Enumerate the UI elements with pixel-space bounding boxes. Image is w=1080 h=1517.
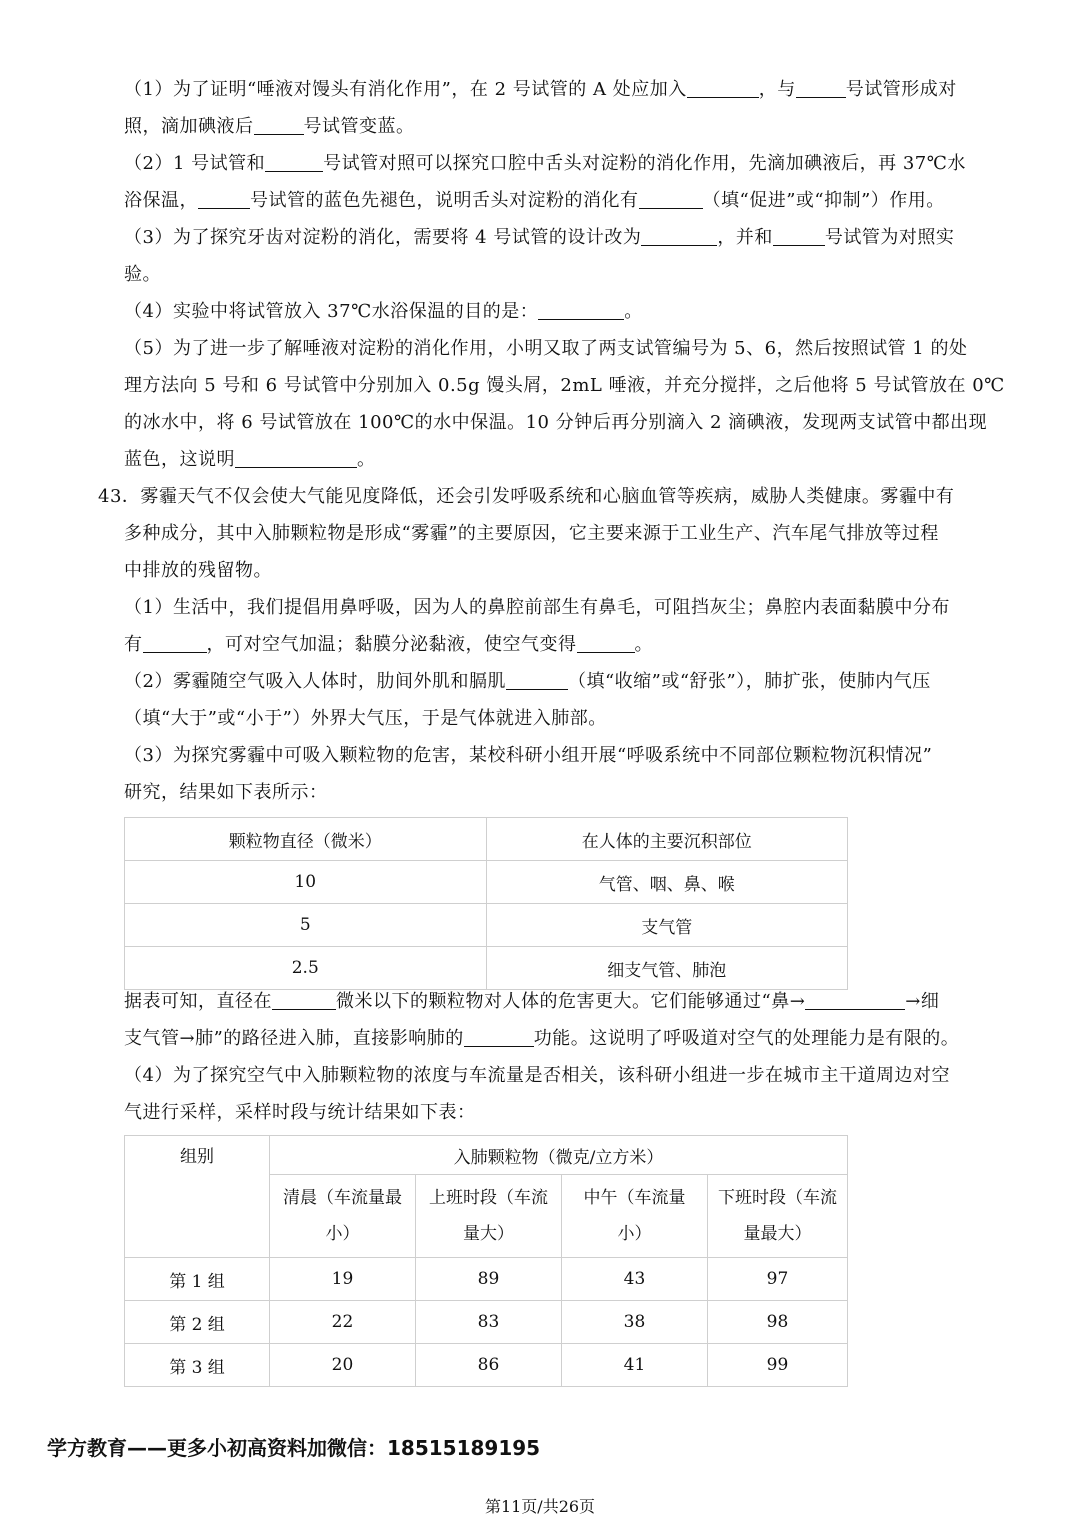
- table-cell: 5: [125, 904, 487, 947]
- text: 据表可知，直径在: [124, 991, 272, 1012]
- table-cell: 97: [708, 1258, 848, 1301]
- text: （2）雾霾随空气吸入人体时，肋间外肌和膈肌: [124, 671, 506, 692]
- text: 。: [624, 301, 643, 322]
- table-header-row: [125, 818, 848, 861]
- text: 浴保温，: [124, 190, 198, 211]
- table-cell: 10: [125, 861, 487, 904]
- answer-blank: [538, 301, 624, 320]
- text: 研究，结果如下表所示：: [124, 782, 328, 803]
- q43-4-line-2: [124, 1101, 476, 1125]
- text: →细: [905, 991, 940, 1012]
- answer-blank: [805, 991, 905, 1010]
- answer-blank: [198, 190, 250, 209]
- text: 的冰水中，将 6 号试管放在 100℃的水中保温。10 分钟后再分别滴入 2 滴碘液，发现两支试管中都出现: [124, 412, 988, 433]
- table-cell: 41: [562, 1344, 708, 1387]
- text: ，并和: [717, 227, 773, 248]
- text: （3）为了探究牙齿对淀粉的消化，需要将 4 号试管的设计改为: [124, 227, 642, 248]
- text: 号试管为对照实: [824, 227, 955, 248]
- subheader-cell-commute-pm: [708, 1175, 848, 1258]
- q42-2-line-1: [124, 152, 966, 176]
- q42-5-line-3: [124, 411, 987, 435]
- unit-header-cell: 入肺颗粒物（微克/立方米）: [270, 1136, 848, 1175]
- text: ，与: [758, 79, 796, 100]
- table-cell: 86: [416, 1344, 562, 1387]
- q43-4-line-1: [124, 1064, 950, 1088]
- table-header-cell: 颗粒物直径（微米）: [125, 818, 487, 861]
- q43-intro-line-3: [124, 559, 272, 583]
- q43-2-line-1: [124, 670, 931, 694]
- table-cell: 支气管: [486, 904, 848, 947]
- text: （1）生活中，我们提倡用鼻呼吸，因为人的鼻腔前部生有鼻毛，可阻挡灰尘；鼻腔内表面黏膜中分布: [124, 597, 950, 618]
- table-row: [125, 1258, 848, 1301]
- text: 有: [124, 634, 143, 655]
- table-row: [125, 861, 848, 904]
- q42-2-line-2: [124, 189, 945, 213]
- table-cell: 细支气管、肺泡: [486, 947, 848, 990]
- text: 号试管的蓝色先褪色，说明舌头对淀粉的消化有: [250, 190, 639, 211]
- q43-1-line-1: [124, 596, 950, 620]
- text: （填“促进”或“抑制”）作用。: [702, 190, 945, 211]
- text: 功能。这说明了呼吸道对空气的处理能力是有限的。: [533, 1028, 960, 1049]
- table-cell: 19: [270, 1258, 416, 1301]
- table-row: [125, 904, 848, 947]
- text: 蓝色，这说明: [124, 449, 235, 470]
- q42-3-line-1: [124, 226, 954, 250]
- table-cell: 气管、咽、鼻、喉: [486, 861, 848, 904]
- q43-3-line-4: [124, 1027, 959, 1051]
- q43-3-line-2: [124, 781, 328, 805]
- q42-3-line-2: [124, 263, 161, 287]
- table-cell: 89: [416, 1258, 562, 1301]
- subheader-cell-commute-am: [416, 1175, 562, 1258]
- text: （1）为了证明“唾液对馒头有消化作用”，在 2 号试管的 A 处应加入: [124, 79, 687, 100]
- answer-blank: [577, 634, 635, 653]
- table-cell: 83: [416, 1301, 562, 1344]
- subheader-text: 中午（车流量: [583, 1188, 686, 1208]
- text: （3）为探究雾霾中可吸入颗粒物的危害，某校科研小组开展“呼吸系统中不同部位颗粒物沉积情况”: [124, 745, 933, 766]
- answer-blank: [773, 227, 825, 246]
- q42-5-line-4: [124, 448, 376, 472]
- table-cell: 98: [708, 1301, 848, 1344]
- subheader-text: 下班时段（车流: [718, 1188, 837, 1208]
- group-cell: 第 1 组: [125, 1258, 270, 1301]
- answer-blank: [506, 671, 568, 690]
- table-header-row: [125, 1136, 848, 1175]
- text: 验。: [124, 264, 161, 285]
- text: 气进行采样，采样时段与统计结果如下表：: [124, 1102, 476, 1123]
- answer-blank: [143, 634, 207, 653]
- text: 。: [357, 449, 376, 470]
- sampling-results-table: [124, 1135, 848, 1387]
- table-row: [125, 1301, 848, 1344]
- subheader-text: 小）: [617, 1224, 652, 1244]
- text: 多种成分，其中入肺颗粒物是形成“雾霾”的主要原因，它主要来源于工业生产、汽车尾气排放等过程: [124, 523, 939, 544]
- text: （2）1 号试管和: [124, 153, 266, 174]
- group-header-cell: 组别: [125, 1136, 270, 1258]
- q42-1-line-1: [124, 78, 957, 102]
- table-cell: 20: [270, 1344, 416, 1387]
- table-cell: 38: [562, 1301, 708, 1344]
- table-row: [125, 947, 848, 990]
- q42-5-line-2: [124, 374, 1005, 398]
- text: （4）实验中将试管放入 37℃水浴保温的目的是：: [124, 301, 539, 322]
- page-number: 第11页/共26页: [484, 1497, 596, 1516]
- answer-blank: [641, 227, 717, 246]
- table-cell: 22: [270, 1301, 416, 1344]
- text: 号试管对照可以探究口腔中舌头对淀粉的消化作用，先滴加碘液后，再 37℃水: [323, 153, 966, 174]
- answer-blank: [265, 153, 323, 172]
- table-cell: 2.5: [125, 947, 487, 990]
- answer-blank: [235, 449, 357, 468]
- q43-2-line-2: [124, 707, 607, 731]
- q42-4-line-1: [124, 300, 643, 324]
- answer-blank: [687, 79, 759, 98]
- table-cell: 99: [708, 1344, 848, 1387]
- text: 照，滴加碘液后: [124, 116, 254, 137]
- text: 号试管形成对: [845, 79, 957, 100]
- subheader-cell-morning: [270, 1175, 416, 1258]
- text: 理方法向 5 号和 6 号试管中分别加入 0.5g 馒头屑，2mL 唾液，并充分搅拌，之后他将 5 号试管放在 0℃: [124, 375, 1005, 396]
- subheader-text: 量最大）: [743, 1224, 812, 1244]
- group-cell: 第 3 组: [125, 1344, 270, 1387]
- text: （4）为了探究空气中入肺颗粒物的浓度与车流量是否相关，该科研小组进一步在城市主干道周边对空: [124, 1065, 950, 1086]
- answer-blank: [272, 991, 336, 1010]
- subheader-text: 量大）: [463, 1224, 514, 1244]
- subheader-text: 小）: [325, 1224, 360, 1244]
- text: 号试管变蓝。: [303, 116, 415, 137]
- q42-1-line-2: [124, 115, 415, 139]
- footer-brand-text: 学方教育——更多小初高资料加微信：18515189195: [47, 1436, 541, 1460]
- q43-intro-line-1: [98, 485, 954, 509]
- q42-5-line-1: [124, 337, 967, 361]
- table-cell: 43: [562, 1258, 708, 1301]
- q43-1-line-2: [124, 633, 653, 657]
- answer-blank: [464, 1028, 534, 1047]
- text: （填“大于”或“小于”）外界大气压，于是气体就进入肺部。: [124, 708, 607, 729]
- text: 。: [634, 634, 653, 655]
- q43-3-line-3: [124, 990, 939, 1014]
- table-header-cell: 在人体的主要沉积部位: [486, 818, 848, 861]
- text: 中排放的残留物。: [124, 560, 272, 581]
- text: 43．雾霾天气不仅会使大气能见度降低，还会引发呼吸系统和心脑血管等疾病，威胁人类健康。雾霾中有: [98, 486, 955, 507]
- table-row: [125, 1344, 848, 1387]
- answer-blank: [796, 79, 846, 98]
- group-cell: 第 2 组: [125, 1301, 270, 1344]
- text: （填“收缩”或“舒张”），肺扩张，使肺内气压: [567, 671, 931, 692]
- text: 微米以下的颗粒物对人体的危害更大。它们能够通过“鼻→: [336, 991, 806, 1012]
- answer-blank: [639, 190, 703, 209]
- subheader-text: 上班时段（车流: [429, 1188, 548, 1208]
- answer-blank: [254, 116, 304, 135]
- text: （5）为了进一步了解唾液对淀粉的消化作用，小明又取了两支试管编号为 5、6，然后按照试管 1 的处: [124, 338, 968, 359]
- q43-3-line-1: [124, 744, 932, 768]
- text: 支气管→肺”的路径进入肺，直接影响肺的: [124, 1028, 464, 1049]
- text: ，可对空气加温；黏膜分泌黏液，使空气变得: [206, 634, 577, 655]
- particle-deposition-table: [124, 817, 848, 990]
- subheader-text: 清晨（车流量最: [283, 1188, 402, 1208]
- subheader-cell-noon: [562, 1175, 708, 1258]
- q43-intro-line-2: [124, 522, 939, 546]
